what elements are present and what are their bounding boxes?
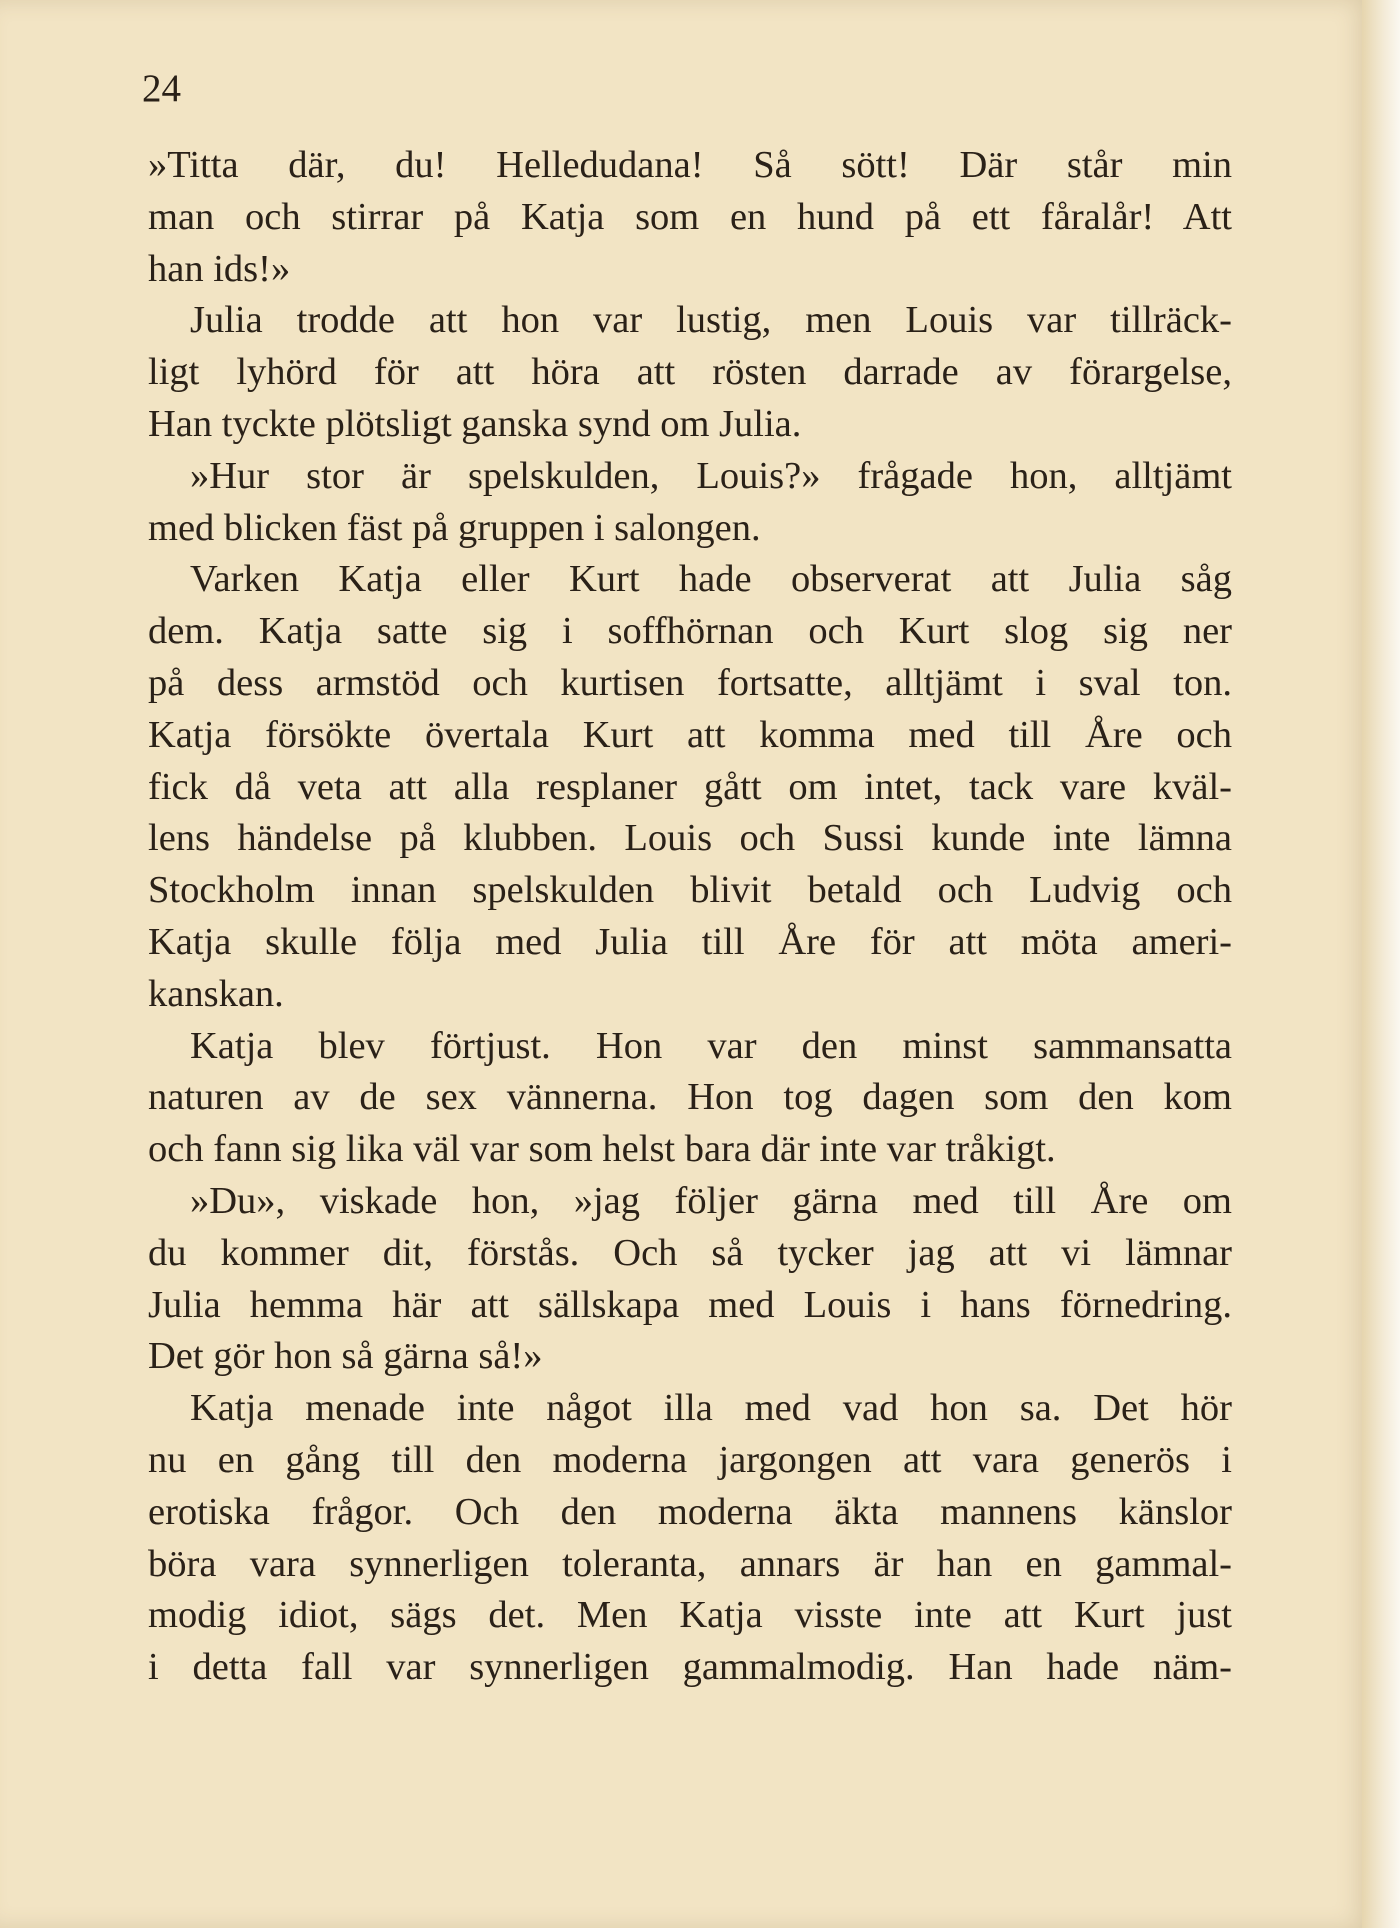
text-line: Varken Katja eller Kurt hade observerat att Julia såg <box>190 558 1232 601</box>
text-line: fick då veta att alla resplaner gått om intet, tack vare kväl- <box>148 765 1232 808</box>
text-line: Det gör hon så gärna så!» <box>148 1335 543 1378</box>
text-line: och fann sig lika väl var som helst bara där inte var tråkigt. <box>148 1128 1056 1171</box>
text-line: Stockholm innan spelskulden blivit betald och Ludvig och <box>148 869 1232 912</box>
text-line: Katja menade inte något illa med vad hon sa. Det hör <box>190 1387 1232 1430</box>
text-line: Julia hemma här att sällskapa med Louis i hans förnedring. <box>148 1283 1232 1326</box>
text-line: nu en gång till den moderna jargongen att vara generös i <box>148 1438 1232 1481</box>
text-line: på dess armstöd och kurtisen fortsatte, alltjämt i sval ton. <box>148 661 1232 704</box>
text-line: naturen av de sex vännerna. Hon tog dagen som den kom <box>148 1076 1232 1119</box>
page-number: 24 <box>142 67 181 110</box>
text-line: lens händelse på klubben. Louis och Sussi kunde inte lämna <box>148 817 1232 860</box>
text-line: dem. Katja satte sig i soffhörnan och Kurt slog sig ner <box>148 610 1232 653</box>
text-line: Katja blev förtjust. Hon var den minst sammansatta <box>190 1024 1232 1067</box>
text-line: »Du», viskade hon, »jag följer gärna med till Åre om <box>190 1179 1232 1222</box>
text-line: erotiska frågor. Och den moderna äkta mannens känslor <box>148 1490 1232 1533</box>
text-line: »Hur stor är spelskulden, Louis?» frågade hon, alltjämt <box>190 454 1232 497</box>
body-text <box>148 140 1232 1694</box>
text-line: Han tyckte plötsligt ganska synd om Julia. <box>148 402 802 445</box>
text-line: ligt lyhörd för att höra att rösten darrade av förargelse, <box>148 351 1232 394</box>
text-line: böra vara synnerligen toleranta, annars är han en gammal- <box>148 1542 1232 1585</box>
text-line: han ids!» <box>148 247 291 290</box>
text-line: med blicken fäst på gruppen i salongen. <box>148 506 761 549</box>
text-line: du kommer dit, förstås. Och så tycker jag att vi lämnar <box>148 1231 1232 1274</box>
text-line: Julia trodde att hon var lustig, men Louis var tillräck- <box>190 299 1232 342</box>
page-edge <box>1362 0 1400 1928</box>
text-line: modig idiot, sägs det. Men Katja visste inte att Kurt just <box>148 1594 1232 1637</box>
text-line: Katja skulle följa med Julia till Åre för att möta ameri- <box>148 920 1232 963</box>
text-line: »Titta där, du! Helledudana! Så sött! Där står min <box>148 144 1232 186</box>
text-line: i detta fall var synnerligen gammalmodig. Han hade näm- <box>148 1646 1232 1689</box>
text-line: man och stirrar på Katja som en hund på ett fåralår! Att <box>148 195 1232 238</box>
text-line: kanskan. <box>148 972 284 1015</box>
text-line: Katja försökte övertala Kurt att komma med till Åre och <box>148 713 1232 756</box>
